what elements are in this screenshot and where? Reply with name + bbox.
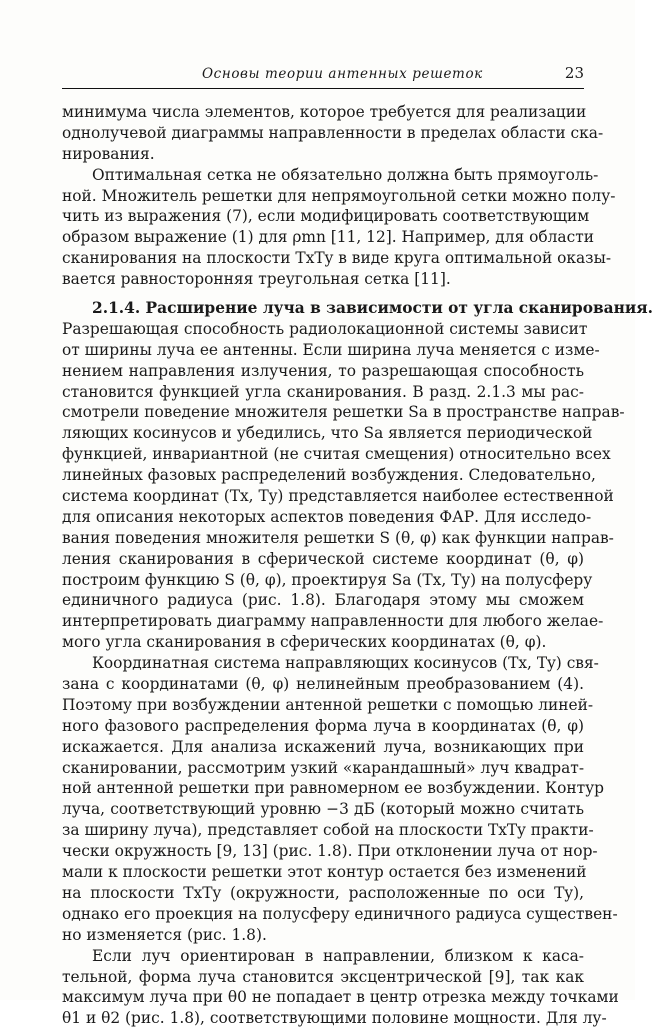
text-line: вается равносторонняя треугольная сетка [11]. [62,270,451,289]
text-line: интерпретировать диаграмму направленности для любого желае- [62,612,604,631]
text-line: ной антенной решетки при равномерном ее возбуждении. Контур [62,779,605,798]
running-header [62,60,584,89]
text-line: чески окружность [9, 13] (рис. 1.8). При отклонении луча от нор- [62,842,598,861]
text-line: единичного радиуса (рис. 1.8). Благодаря этому мы сможем [62,591,584,610]
text-line: Если луч ориентирован в направлении, близком к каса- [92,946,584,965]
text-line: минимума числа элементов, которое требуется для реализации [62,103,587,121]
text-line: сканирования на плоскости TxTy в виде круга оптимальной оказы- [62,249,612,268]
text-line: луча, соответствующий уровню −3 дБ (который можно считать [62,800,584,819]
text-line: Оптимальная сетка не обязательно должна быть прямоуголь- [92,165,599,184]
text-line: максимум луча при θ0 не попадает в центр отрезка между точками [62,988,619,1007]
text-line: вания поведения множителя решетки S (θ, φ) как функции направ- [62,528,614,547]
text-line: от ширины луча ее антенны. Если ширина луча меняется с изме- [62,340,600,359]
text-line: тельной, форма луча становится эксцентрической [9], так как [62,967,584,986]
text-line: ного фазового распределения форма луча в координатах (θ, φ) [62,716,584,735]
text-line: искажается. Для анализа искажений луча, возникающих при [62,737,584,756]
text-line: сканировании, рассмотрим узкий «карандашный» луч квадрат- [62,758,585,777]
text-line: θ1 и θ2 (рис. 1.8), соответствующими половине мощности. Для лу- [62,1009,607,1028]
text-line: Разрешающая способность радиолокационной системы зависит [62,319,588,338]
text-line: за ширину луча), представляет собой на плоскости TxTy практи- [62,821,594,840]
text-line: Поэтому при возбуждении антенной решетки с помощью линей- [62,695,594,714]
text-line: смотрели поведение множителя решетки Sa в пространстве направ- [62,403,625,422]
text-line: функцией, инвариантной (не считая смещения) относительно всех [62,445,611,464]
section-heading: 2.1.4. Расширение луча в зависимости от угла сканирования. [92,299,653,317]
text-line: ной. Множитель решетки для непрямоугольной сетки можно полу- [62,186,616,205]
text-line: но изменяется (рис. 1.8). [62,925,267,944]
running-title: Основы теории антенных решеток [202,66,483,82]
text-line: однако его проекция на полусферу единичного радиуса существен- [62,904,618,923]
text-line: система координат (Tx, Ty) представляется наиболее естественной [62,487,614,506]
text-line: нирования. [62,144,155,163]
text-line: для описания некоторых аспектов поведения ФАР. Для исследо- [62,507,592,526]
text-line: Координатная система направляющих косинусов (Tx, Ty) свя- [92,654,599,673]
text-line: однолучевой диаграммы направленности в пределах области ска- [62,123,604,142]
text-line: ляющих косинусов и убедились, что Sa является периодической [62,424,593,443]
text-line: нением направления излучения, то разрешающая способность [62,361,584,380]
page-number: 23 [564,64,584,82]
text-line: линейных фазовых распределений возбуждения. Следовательно, [62,466,596,485]
section-2-1-4 [62,298,653,1029]
text-line: мали к плоскости решетки этот контур остается без изменений [62,863,587,882]
text-line: мого угла сканирования в сферических координатах (θ, φ). [62,633,547,652]
body-text-top [62,102,616,290]
text-line: зана с координатами (θ, φ) нелинейным преобразованием (4). [62,675,584,694]
text-line: на плоскости TxTy (окружности, расположенные по оси Ty), [62,883,584,902]
text-line: ления сканирования в сферической системе координат (θ, φ) [62,549,584,568]
text-line: становится функцией угла сканирования. В разд. 2.1.3 мы рас- [62,382,584,401]
text-line: чить из выражения (7), если модифицировать соответствующим [62,207,590,226]
text-line: построим функцию S (θ, φ), проектируя Sa (Tx, Ty) на полусферу [62,570,593,589]
text-line: образом выражение (1) для ρmn [11, 12]. Например, для области [62,228,594,247]
